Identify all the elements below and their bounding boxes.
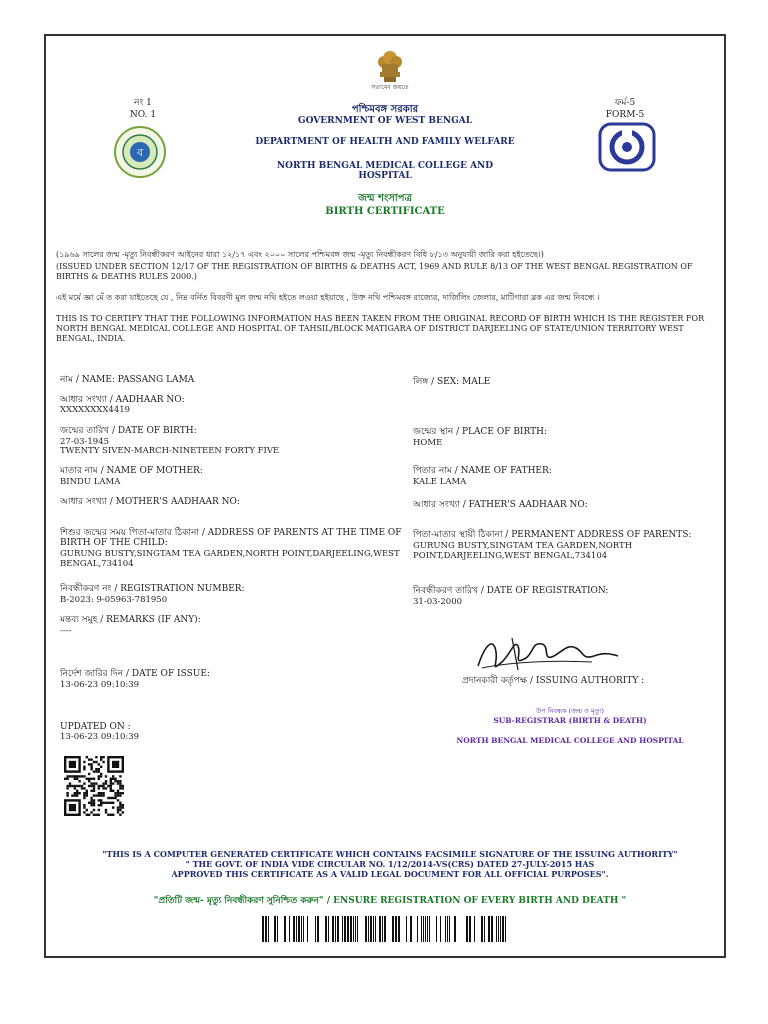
hospital-line1: NORTH BENGAL MEDICAL COLLEGE AND — [276, 161, 494, 171]
mother-name-value: BINDU LAMA — [60, 477, 121, 487]
no-en: NO. 1 — [129, 110, 157, 120]
date-of-registration-label: নিবন্ধীকরণ তারিখ / DATE OF REGISTRATION: — [413, 586, 609, 596]
date-of-registration-value: 31-03-2000 — [413, 597, 463, 607]
name-field: নাম / NAME: PASSANG LAMA — [60, 375, 195, 385]
date-of-issue-label: নির্দেশ জারির দিন / DATE OF ISSUE: — [60, 669, 210, 679]
issued-under-bn: (১৯৬৯ সালের জন্ম -মৃত্যু নিবন্ধীকরণ আইনের ধারা ১২/১৭ এবং ২০০০ সালের পশ্চিমবঙ্গ জন্ম -মৃত্যু নিবন্ধীকরণ বিধি ৮/১৩ অনুযায়ী জারি করা হইতেছে।) — [56, 250, 544, 259]
qr-code-icon — [64, 756, 124, 816]
footer-slogan: "প্রতিটি জন্ম- মৃত্যু নিবন্ধীকরণ সুনিশ্চিত করুন" / ENSURE REGISTRATION OF EVERY BIRTH AND DEATH " — [153, 896, 627, 906]
mother-aadhaar-label: আধার সংখ্যা / MOTHER'S AADHAAR NO: — [60, 497, 240, 507]
dob-value: 27-03-1945 — [60, 437, 110, 447]
registration-number-value: B-2023: 9-05963-781950 — [60, 595, 168, 605]
footer-line2: " THE GOVT. OF INDIA VIDE CIRCULAR NO. 1/12/2014-VS(CRS) DATED 27-JULY-2015 HAS — [185, 859, 595, 869]
father-aadhaar-label: আধার সংখ্যা / FATHER'S AADHAAR NO: — [413, 500, 588, 510]
hospital-line2: HOSPITAL — [358, 171, 412, 181]
state-en: GOVERNMENT OF WEST BENGAL — [297, 116, 473, 126]
title-bn: জন্ম শংসাপত্র — [358, 193, 412, 204]
place-of-birth-label: জন্মের স্থান / PLACE OF BIRTH: — [413, 427, 547, 437]
place-of-birth-value: HOME — [413, 438, 443, 448]
sex-field: লিঙ্গ / SEX: MALE — [413, 377, 491, 387]
form-en: FORM-5 — [605, 110, 645, 120]
barcode-icon — [260, 916, 510, 942]
permanent-address-label: পিতা-মাতার স্থায়ী ঠিকানা / PERMANENT ADDRESS OF PARENTS: — [413, 530, 692, 540]
remarks-label: মন্তব্য সমুহ / REMARKS (IF ANY): — [60, 615, 201, 625]
father-name-value: KALE LAMA — [413, 477, 467, 487]
crs-logo-icon — [598, 122, 656, 172]
svg-text:ব: ব — [136, 146, 144, 159]
sub-registrar-bn: উপ নিবন্ধক (জন্ম ও মৃত্যু) — [536, 707, 604, 715]
signature-icon — [472, 632, 622, 676]
aadhaar-label: আধার সংখ্যা / AADHAAR NO: — [60, 395, 185, 405]
certify-en: THIS IS TO CERTIFY THAT THE FOLLOWING INFORMATION HAS BEEN TAKEN FROM THE ORIGINAL RECORD OF BIRTH WHICH IS THE REGISTER FOR NORTH BENGAL MEDICAL COLLEGE AND HOSPITAL OF TAHSIL/BLOCK MATIGARA OF DISTRICT DARJEELING OF STATE/UNION TERRITORY WEST BENGAL, INDIA. — [56, 314, 705, 343]
registration-number-label: নিবন্ধীকরণ নং / REGISTRATION NUMBER: — [60, 584, 245, 594]
dob-label: জন্মের তারিখ / DATE OF BIRTH: — [60, 426, 197, 436]
footer-line1: "THIS IS A COMPUTER GENERATED CERTIFICATE WHICH CONTAINS FACSIMILE SIGNATURE OF THE ISSUING AUTHORITY" — [102, 849, 678, 859]
department: DEPARTMENT OF HEALTH AND FAMILY WELFARE — [255, 137, 515, 147]
no-bn: নং 1 — [134, 98, 152, 108]
issuing-authority-label: প্রদানকারী কর্তৃপক্ষ / ISSUING AUTHORITY : — [462, 676, 645, 686]
father-name-label: পিতার নাম / NAME OF FATHER: — [413, 466, 552, 476]
aadhaar-value: XXXXXXXX4419 — [60, 405, 131, 415]
mother-name-label: মাতার নাম / NAME OF MOTHER: — [60, 466, 203, 476]
sub-registrar-en: SUB-REGISTRAR (BIRTH & DEATH) — [493, 716, 647, 725]
remarks-value: ---- — [60, 626, 72, 636]
updated-on-label: UPDATED ON : — [60, 722, 131, 732]
certify-bn: এই মর্মে জ্ঞা মেঁ ত করা যাইতেছে যে , নিম্ন বর্নিত বিবরণী মুল জন্ম নথি হইতে লওয়া হইয়াছে , উক্ত নথি পশ্চিমবঙ্গ রাজ্যের, দার্জিলিং জেলার, মাটিগারা ব্লক এর জন্ম নিবন্ধে । — [56, 293, 600, 302]
permanent-address-value: GURUNG BUSTY,SINGTAM TEA GARDEN,NORTH POINT,DARJEELING,WEST BENGAL,734104 — [413, 541, 633, 561]
updated-on-value: 13-06-23 09:10:39 — [60, 732, 140, 742]
dob-words: TWENTY SIVEN-MARCH-NINETEEN FORTY FIVE — [60, 446, 280, 456]
date-of-issue-value: 13-06-23 09:10:39 — [60, 680, 140, 690]
authority-office: NORTH BENGAL MEDICAL COLLEGE AND HOSPITAL — [456, 736, 684, 745]
form-bn: ফর্ম-5 — [614, 98, 636, 108]
biswa-bangla-logo-icon — [113, 125, 167, 179]
address-at-birth-value: GURUNG BUSTY,SINGTAM TEA GARDEN,NORTH POINT,DARJEELING,WEST BENGAL,734104 — [60, 549, 400, 569]
state-bn: পশ্চিমবঙ্গ সরকার — [351, 104, 419, 115]
emblem-caption: সত্যমেব জয়তে — [371, 84, 409, 91]
title-en: BIRTH CERTIFICATE — [325, 206, 445, 217]
address-at-birth-label: শিশুর জন্মের সময় পিতা-মাতার ঠিকানা / ADDRESS OF PARENTS AT THE TIME OF BIRTH OF THE CHILD: — [60, 528, 402, 548]
footer-line3: APPROVED THIS CERTIFICATE AS A VALID LEGAL DOCUMENT FOR ALL OFFICIAL PURPOSES". — [171, 869, 609, 879]
issued-under-en: (ISSUED UNDER SECTION 12/17 OF THE REGISTRATION OF BIRTHS & DEATHS ACT, 1969 AND RULE 8/13 OF THE WEST BENGAL REGISTRATION OF BIRTHS & DEATHS RULES 2000.) — [56, 262, 693, 281]
